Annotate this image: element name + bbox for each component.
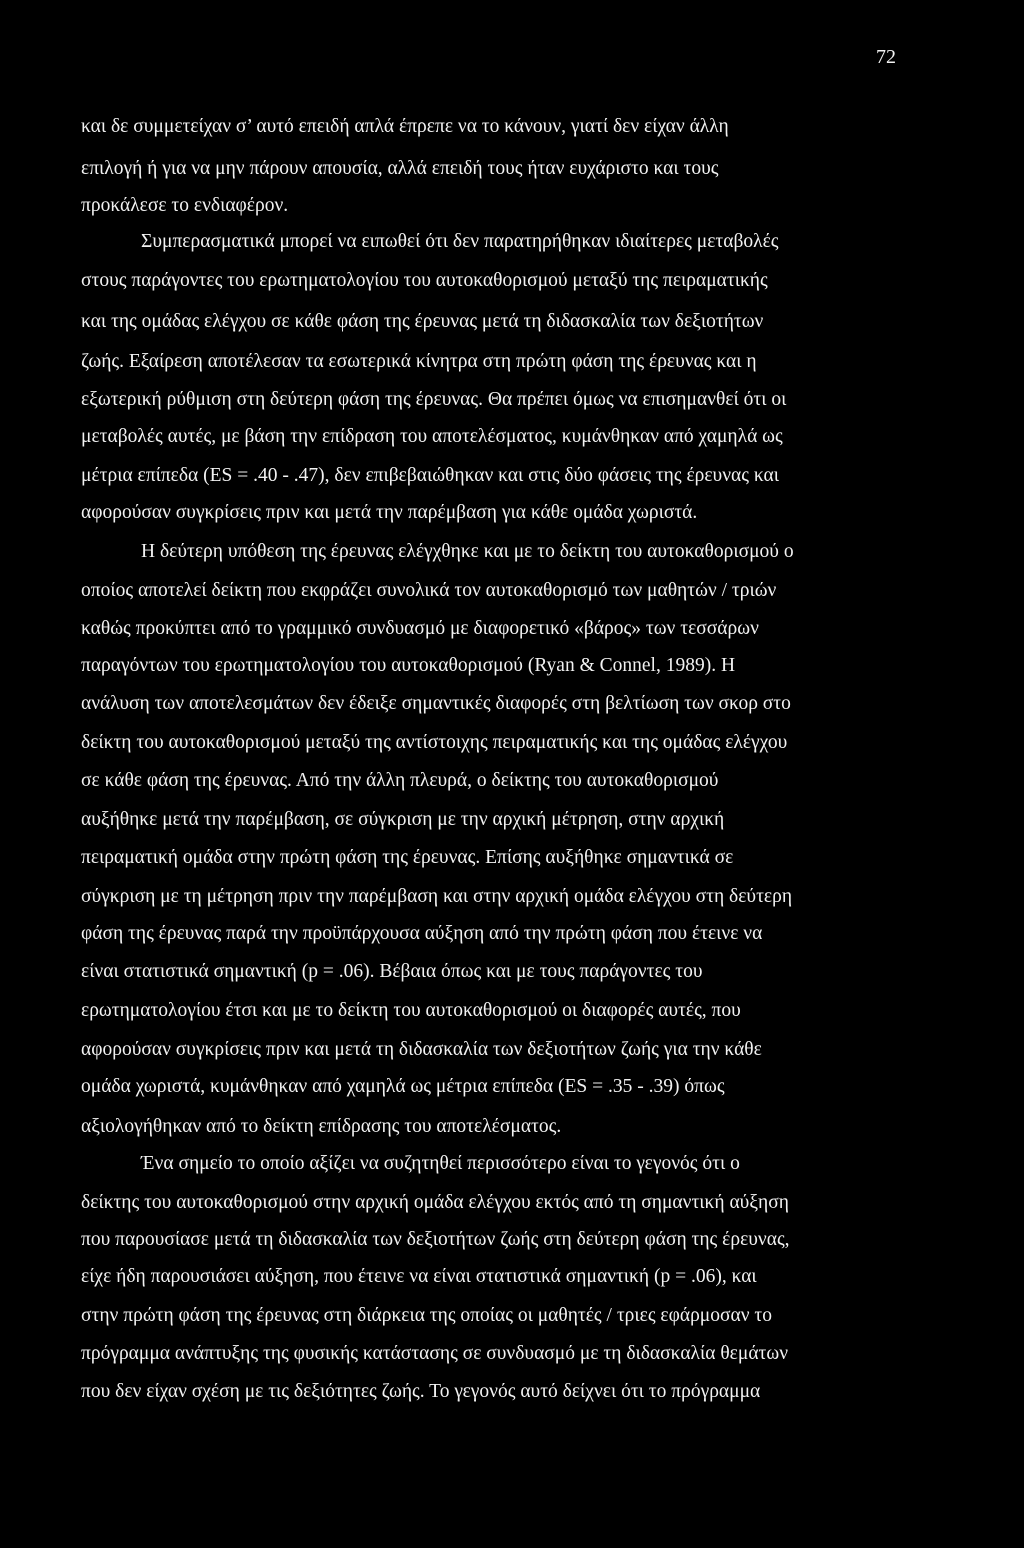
text-line: που δεν είχαν σχέση με τις δεξιότητες ζωής. Το γεγονός αυτό δείχνει ότι το πρόγραμμα — [81, 1381, 761, 1402]
text-line: μεταβολές αυτές, με βάση την επίδραση του αποτελέσματος, κυμάνθηκαν από χαμηλά ως — [81, 426, 783, 447]
text-line: είχε ήδη παρουσιάσει αύξηση, που έτεινε να είναι στατιστικά σημαντική (p = .06), και — [81, 1266, 757, 1287]
text-line: προκάλεσε το ενδιαφέρον. — [81, 195, 289, 216]
text-line: σύγκριση με τη μέτρηση πριν την παρέμβαση και στην αρχική ομάδα ελέγχου στη δεύτερη — [81, 886, 793, 907]
paragraph-first-line: Συμπερασματικά μπορεί να ειπωθεί ότι δεν παρατηρήθηκαν ιδιαίτερες μεταβολές — [141, 231, 779, 252]
text-line: φάση της έρευνας παρά την προϋπάρχουσα αύξηση από την πρώτη φάση που έτεινε να — [81, 923, 763, 944]
text-line: δείκτη του αυτοκαθορισμού μεταξύ της αντίστοιχης πειραματικής και της ομάδας ελέγχου — [81, 732, 788, 753]
text-line: αφορούσαν συγκρίσεις πριν και μετά την παρέμβαση για κάθε ομάδα χωριστά. — [81, 502, 698, 523]
text-line: μέτρια επίπεδα (ES = .40 - .47), δεν επιβεβαιώθηκαν και στις δύο φάσεις της έρευνας και — [81, 465, 779, 486]
text-line: σε κάθε φάση της έρευνας. Από την άλλη πλευρά, ο δείκτης του αυτοκαθορισμού — [81, 770, 719, 791]
text-line: και της ομάδας ελέγχου σε κάθε φάση της έρευνας μετά τη διδασκαλία των δεξιοτήτων — [81, 311, 764, 332]
text-line: οποίος αποτελεί δείκτη που εκφράζει συνολικά τον αυτοκαθορισμό των μαθητών / τριών — [81, 580, 777, 601]
paragraph-first-line: Η δεύτερη υπόθεση της έρευνας ελέγχθηκε και με το δείκτη του αυτοκαθορισμού ο — [141, 541, 794, 562]
text-line: αυξήθηκε μετά την παρέμβαση, σε σύγκριση με την αρχική μέτρηση, στην αρχική — [81, 809, 725, 830]
text-line: ομάδα χωριστά, κυμάνθηκαν από χαμηλά ως μέτρια επίπεδα (ES = .35 - .39) όπως — [81, 1076, 725, 1097]
text-line: πρόγραμμα ανάπτυξης της φυσικής κατάστασης σε συνδυασμό με τη διδασκαλία θεμάτων — [81, 1343, 789, 1364]
text-line: ερωτηματολογίου έτσι και με το δείκτη του αυτοκαθορισμού οι διαφορές αυτές, που — [81, 1000, 741, 1021]
text-line: επιλογή ή για να μην πάρουν απουσία, αλλά επειδή τους ήταν ευχάριστο και τους — [81, 158, 719, 179]
text-line: αξιολογήθηκαν από το δείκτη επίδρασης του αποτελέσματος. — [81, 1116, 562, 1137]
text-line: δείκτης του αυτοκαθορισμού στην αρχική ομάδα ελέγχου εκτός από τη σημαντική αύξηση — [81, 1192, 789, 1213]
text-line: και δε συμμετείχαν σ’ αυτό επειδή απλά έπρεπε να το κάνουν, γιατί δεν είχαν άλλη — [81, 116, 729, 137]
text-line: ανάλυση των αποτελεσμάτων δεν έδειξε σημαντικές διαφορές στη βελτίωση των σκορ στο — [81, 693, 791, 714]
text-line: εξωτερική ρύθμιση στη δεύτερη φάση της έρευνας. Θα πρέπει όμως να επισημανθεί ότι οι — [81, 389, 787, 410]
text-line: στους παράγοντες του ερωτηματολογίου του αυτοκαθορισμού μεταξύ της πειραματικής — [81, 270, 768, 291]
text-line: καθώς προκύπτει από το γραμμικό συνδυασμό με διαφορετικό «βάρος» των τεσσάρων — [81, 618, 759, 639]
text-line: παραγόντων του ερωτηματολογίου του αυτοκαθορισμού (Ryan & Connel, 1989). Η — [81, 655, 736, 676]
text-line: ζωής. Εξαίρεση αποτέλεσαν τα εσωτερικά κίνητρα στη πρώτη φάση της έρευνας και η — [81, 351, 757, 372]
text-line: αφορούσαν συγκρίσεις πριν και μετά τη διδασκαλία των δεξιοτήτων ζωής για την κάθε — [81, 1039, 762, 1060]
text-line: που παρουσίασε μετά τη διδασκαλία των δεξιοτήτων ζωής στη δεύτερη φάση της έρευνας, — [81, 1229, 790, 1250]
paragraph-first-line: Ένα σημείο το οποίο αξίζει να συζητηθεί περισσότερο είναι το γεγονός ότι ο — [141, 1153, 740, 1174]
text-line: στην πρώτη φάση της έρευνας στη διάρκεια της οποίας οι μαθητές / τριες εφάρμοσαν το — [81, 1305, 773, 1326]
text-line: είναι στατιστικά σημαντική (p = .06). Βέβαια όπως και με τους παράγοντες του — [81, 961, 703, 982]
page-number: 72 — [876, 46, 896, 68]
text-line: πειραματική ομάδα στην πρώτη φάση της έρευνας. Επίσης αυξήθηκε σημαντικά σε — [81, 847, 734, 868]
